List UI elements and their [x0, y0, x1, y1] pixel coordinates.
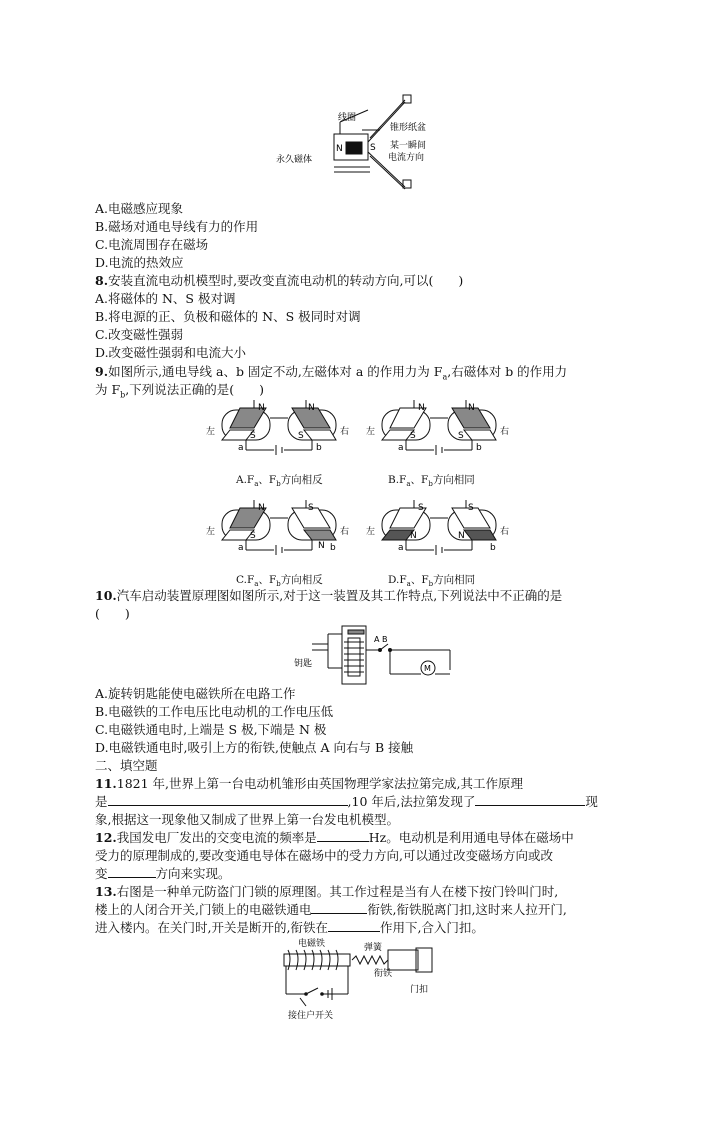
label-b-a: b	[316, 443, 322, 453]
q7-option-c: C.电流周围存在磁场	[95, 237, 209, 252]
q13-blank2[interactable]	[328, 919, 380, 932]
q11-text2c: 现	[585, 794, 598, 809]
label-n-b2: N	[468, 403, 475, 413]
q9-sub-b: b	[120, 390, 126, 400]
q13-line1	[95, 883, 558, 901]
cap-b1: B.F	[388, 474, 407, 486]
switch-label: 接住户开关	[288, 1011, 334, 1021]
q12-text1b: Hz。电动机是利用通电导体在磁场中	[368, 830, 574, 845]
q13-number: 13.	[95, 884, 117, 899]
label-s-c1: S	[250, 531, 256, 541]
q10-stem	[95, 587, 562, 605]
q13-text1: 右图是一种单元防盗门门锁的原理图。其工作过程是当有人在楼下按门铃叫门时,	[116, 884, 559, 899]
q13-text3a: 进入楼内。在关门时,开关是断开的,衔铁在	[95, 920, 328, 935]
label-a-b: a	[398, 443, 404, 453]
label-n-b1: N	[418, 403, 425, 413]
label-left-b: 左	[366, 427, 376, 437]
cap-b2: 、F	[410, 474, 429, 486]
label-n-a1: N	[258, 403, 265, 413]
label-a-a: a	[238, 443, 244, 453]
cap-d-sub1: a	[406, 580, 411, 589]
q9-text1: 如图所示,通电导线 a、b 固定不动,左磁体对 a 的作用力为 F	[108, 364, 443, 379]
armature-label: 衔铁	[374, 969, 393, 979]
cap-c1: C.F	[236, 574, 255, 586]
motor-label: M	[424, 664, 431, 673]
label-right-a: 右	[340, 427, 350, 437]
label-s-b2: S	[458, 431, 464, 441]
cap-a-sub1: a	[254, 480, 259, 489]
q13-text2: 楼上的人闭合开关,门锁上的电磁铁通电	[95, 902, 312, 917]
label-right-d: 右	[500, 527, 510, 537]
q13-text2b: 衔铁,衔铁脱离门扣,这时来人拉开门,	[367, 902, 567, 917]
q9-text2b: ,下列说法正确的是( )	[125, 382, 265, 397]
q8-option-c: C.改变磁性强弱	[95, 327, 184, 342]
q10-option-c: C.电磁铁通电时,上端是 S 极,下端是 N 极	[95, 722, 327, 737]
q9-number: 9.	[95, 364, 109, 379]
section-fill-blank: 二、填空题	[95, 758, 158, 773]
q11-text1: 1821 年,世界上第一台电动机雏形由英国物理学家法拉第完成,其工作原理	[116, 776, 523, 791]
q8-option-a: A.将磁体的 N、S 极对调	[95, 291, 236, 306]
magnet-label: 永久磁体	[276, 155, 313, 165]
label-b-c: b	[330, 543, 336, 553]
current-label2: 电流方向	[388, 153, 425, 163]
label-n-c2: N	[318, 541, 325, 551]
q7-option-a: A.电磁感应现象	[95, 201, 184, 216]
cap-c-sub1: a	[254, 580, 259, 589]
contacts-label: A B	[374, 635, 388, 644]
cap-d-sub2: b	[428, 580, 434, 589]
label-n-d2: N	[458, 531, 465, 541]
speaker-figure	[270, 92, 450, 192]
label-left-d: 左	[366, 527, 376, 537]
label-s-c2: S	[308, 503, 314, 513]
q13-line2	[95, 901, 567, 919]
label-s-a2: S	[298, 431, 304, 441]
cap-d1: D.F	[388, 574, 407, 586]
q10-option-b: B.电磁铁的工作电压比电动机的工作电压低	[95, 704, 334, 719]
q9-text1b: ,右磁体对 b 的作用力	[447, 364, 568, 379]
cone-label: 锥形纸盆	[390, 123, 427, 133]
q12-number: 12.	[95, 830, 117, 845]
q8-stem	[95, 272, 463, 290]
label-n-d1: N	[410, 531, 417, 541]
q9-caption-a	[236, 472, 323, 488]
q13-text3b: 作用下,合入门扣。	[379, 920, 484, 935]
q11-number: 11.	[95, 776, 117, 791]
q10-text: 汽车启动装置原理图如图所示,对于这一装置及其工作特点,下列说法中不正确的是	[116, 588, 563, 603]
coil-label: 线圈	[338, 113, 357, 123]
q12-line1	[95, 829, 574, 847]
cap-c2: 、F	[258, 574, 277, 586]
q11-line2	[95, 793, 598, 811]
q12-line2: 受力的原理制成的,要改变通电导体在磁场中的受力方向,可以通过改变磁场方向或改	[95, 848, 553, 863]
q12-text1a: 我国发电厂发出的交变电流的频率是	[116, 830, 317, 845]
label-s-d2: S	[468, 503, 474, 513]
label-n-c1: N	[258, 503, 265, 513]
n-pole: N	[336, 144, 343, 154]
cap-a1: A.F	[236, 474, 255, 486]
q11-line1	[95, 775, 523, 793]
q13-blank1[interactable]	[311, 901, 367, 914]
q12-blank2[interactable]	[108, 865, 156, 878]
q10-paren: ( )	[95, 606, 130, 621]
q9-sub-a: a	[442, 372, 448, 382]
label-s-d1: S	[418, 503, 424, 513]
cap-a-sub2: b	[276, 480, 281, 489]
label-right-b: 右	[500, 427, 510, 437]
label-left-c: 左	[206, 527, 216, 537]
q7-option-d: D.电流的热效应	[95, 255, 184, 270]
q10-option-a: A.旋转钥匙能使电磁铁所在电路工作	[95, 686, 296, 701]
cap-c3: 方向相反	[280, 574, 323, 586]
q13-line3	[95, 919, 484, 937]
q9-figure	[200, 398, 520, 589]
current-label: 某一瞬间	[390, 141, 427, 151]
q12-text3b: 方向来实现。	[155, 866, 231, 881]
q8-option-d: D.改变磁性强弱和电流大小	[95, 345, 247, 360]
q9-text2a: 为 F	[95, 382, 121, 397]
door-lock-figure	[278, 936, 448, 1022]
q11-text2b: ,10 年后,法拉第发现了	[347, 794, 476, 809]
label-a-c: a	[238, 543, 244, 553]
label-b-d: b	[490, 543, 496, 553]
label-left-a: 左	[206, 427, 216, 437]
s-pole: S	[370, 143, 376, 153]
label-n-a2: N	[308, 403, 315, 413]
q8-number: 8.	[95, 273, 109, 288]
q8-text: 安装直流电动机模型时,要改变直流电动机的转动方向,可以( )	[108, 273, 464, 288]
q12-line3	[95, 865, 231, 883]
key-label: 钥匙	[294, 659, 313, 669]
spring-label: 弹簧	[364, 943, 383, 953]
electromagnet-label: 电磁铁	[298, 939, 326, 949]
cap-b-sub2: b	[428, 480, 433, 489]
cap-d2: 、F	[410, 574, 429, 586]
q8-option-b: B.将电源的正、负极和磁体的 N、S 极同时对调	[95, 309, 361, 324]
q11-blank2[interactable]	[475, 793, 585, 806]
cap-d3: 方向相同	[433, 574, 476, 586]
cap-b-sub1: a	[406, 480, 411, 489]
q11-line3: 象,根据这一现象他又制成了世界上第一台发电机模型。	[95, 812, 399, 827]
label-right-c: 右	[340, 527, 350, 537]
label-s-a1: S	[250, 431, 256, 441]
q7-option-b: B.磁场对通电导线有力的作用	[95, 219, 259, 234]
cap-a3: 方向相反	[280, 474, 323, 486]
starter-figure	[290, 620, 460, 688]
cap-c-sub2: b	[276, 580, 281, 589]
q12-blank1[interactable]	[317, 829, 369, 842]
q9-caption-c	[236, 572, 323, 588]
q12-text3a: 变	[95, 866, 108, 881]
latch-label: 门扣	[410, 985, 429, 995]
label-s-b1: S	[410, 431, 416, 441]
q10-number: 10.	[95, 588, 117, 603]
label-a-d: a	[398, 543, 404, 553]
cap-a2: 、F	[258, 474, 277, 486]
label-b-b: b	[476, 443, 482, 453]
q9-caption-d	[388, 572, 475, 588]
q10-option-d: D.电磁铁通电时,吸引上方的衔铁,使触点 A 向右与 B 接触	[95, 740, 414, 755]
q11-text2a: 是	[95, 794, 108, 809]
q9-caption-b	[388, 472, 475, 488]
cap-b3: 方向相同	[432, 474, 475, 486]
q11-blank1[interactable]	[108, 793, 348, 806]
